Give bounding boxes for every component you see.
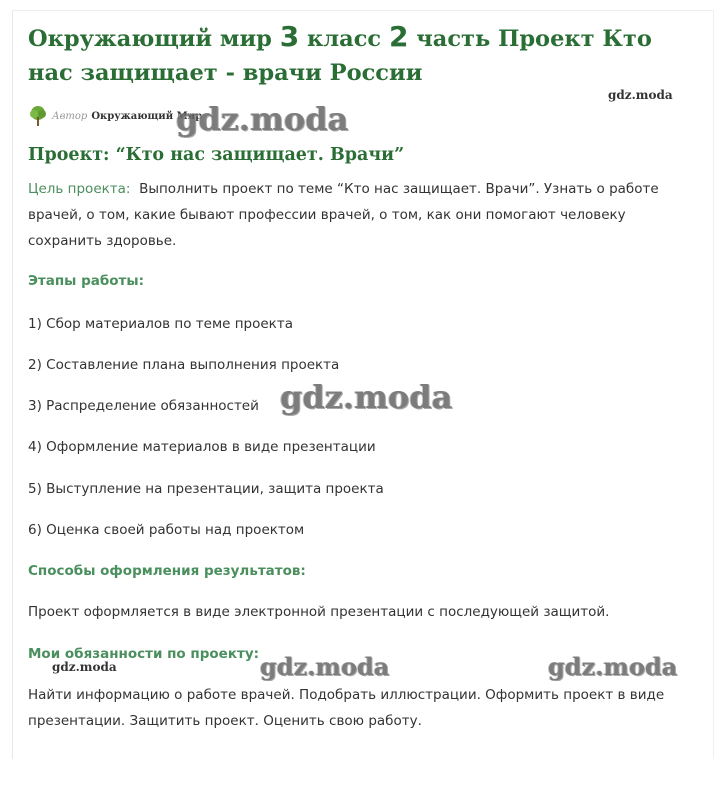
- results-text: Проект оформляется в виде электронной презентации с последующей защитой.: [28, 604, 610, 620]
- watermark: gdz.moda: [52, 660, 117, 674]
- stage-item: 2) Составление плана выполнения проекта: [28, 357, 340, 373]
- watermark: gdz.moda: [260, 652, 390, 681]
- watermark: gdz.moda: [548, 652, 678, 681]
- duties-heading: Мои обязанности по проекту:: [28, 646, 260, 662]
- goal-label: Цель проекта:: [28, 181, 131, 197]
- watermark: gdz.moda: [608, 88, 673, 102]
- goal-paragraph: [28, 176, 688, 254]
- stage-item: 1) Сбор материалов по теме проекта: [28, 316, 293, 332]
- project-heading: Проект: “Кто нас защищает. Врачи”: [28, 145, 405, 165]
- watermark: gdz.moda: [280, 378, 453, 416]
- author-label: Автор: [52, 110, 88, 122]
- stage-item: 5) Выступление на презентации, защита проекта: [28, 481, 384, 497]
- watermark: gdz.moda: [176, 100, 349, 138]
- author-line: [28, 104, 202, 128]
- stages-heading: Этапы работы:: [28, 273, 144, 289]
- stage-item: 4) Оформление материалов в виде презентации: [28, 439, 376, 455]
- duties-text: Найти информацию о работе врачей. Подобрать иллюстрации. Оформить проект в виде презентации. Защитить проект. Оценить свою работу.: [28, 687, 665, 729]
- author-link[interactable]: Окружающий Мир: [91, 110, 203, 122]
- page-title: Окружающий мир 3 класс 2 часть Проект Кто нас защищает - врачи России: [28, 20, 652, 86]
- tree-icon: [28, 105, 48, 127]
- stage-item: 6) Оценка своей работы над проектом: [28, 522, 305, 538]
- results-heading: Способы оформления результатов:: [28, 563, 306, 579]
- goal-text: Выполнить проект по теме “Кто нас защищает. Врачи”. Узнать о работе врачей, о том, какие бывают профессии врачей, о том, как они помогают человеку сохранить здоровье.: [28, 181, 659, 249]
- stage-item: 3) Распределение обязанностей: [28, 398, 259, 414]
